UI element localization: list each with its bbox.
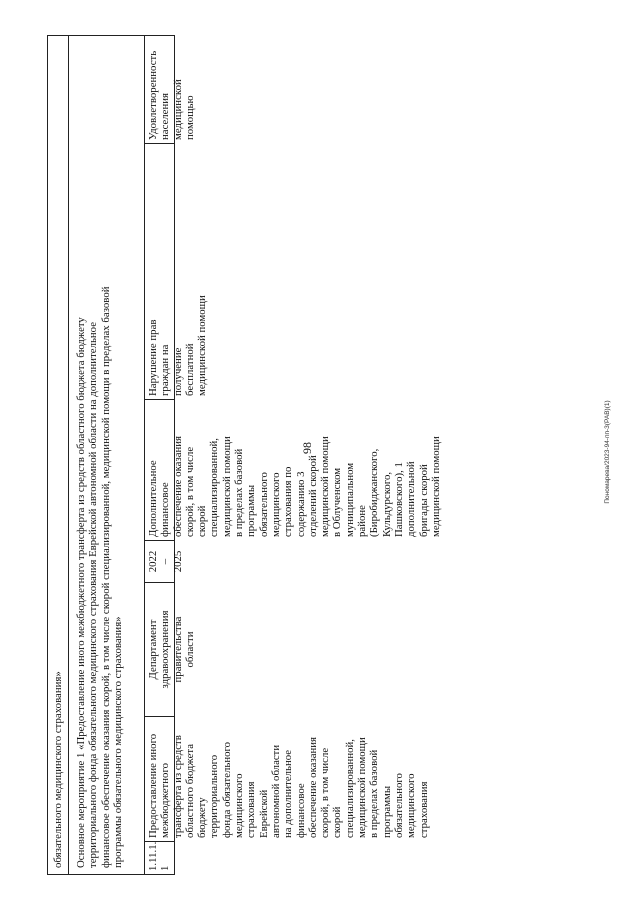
cell-line: медицинской помощи	[429, 436, 442, 537]
cell-line: Департамент	[146, 619, 159, 680]
cell-line: медицинской	[171, 79, 184, 140]
cell-line: скорой, в том числе	[318, 747, 331, 838]
main-activity-title	[69, 36, 145, 874]
cell-line: специализированной,	[343, 739, 356, 838]
cell-line: медицинской помощи	[195, 295, 208, 396]
cell-line: в пределах базовой	[232, 448, 245, 537]
cell-indicator	[145, 36, 196, 143]
cell-line: Предоставление иного	[146, 733, 159, 838]
cell-line: содержанию 3	[294, 471, 307, 537]
cell-line: помощью	[183, 95, 196, 140]
main-activity-line: финансовое обеспечение оказания скорой, в том числе скорой специализированной, медицинской помощи в пределах базовой	[99, 286, 112, 868]
cell-line: в Облученском	[330, 467, 343, 537]
cell-line: населения	[158, 93, 171, 140]
cell-line: районе	[355, 505, 368, 537]
cell-line: программы	[380, 785, 393, 838]
cell-line: здравоохранения	[158, 610, 171, 689]
cell-line: медицинской помощи	[355, 737, 368, 838]
cell-executor	[145, 582, 196, 716]
cell-line: получение	[171, 347, 184, 396]
main-activity-line: программы обязательного медицинского страхования»	[111, 616, 124, 868]
cell-line: медицинского	[232, 773, 245, 838]
cell-line: обязательного	[257, 472, 270, 537]
cell-line: 2025	[171, 550, 184, 573]
cell-line: медицинской помощи	[220, 436, 233, 537]
cell-line: –	[158, 558, 171, 565]
cell-line: муниципальном	[343, 462, 356, 537]
cell-line: Дополнительное	[146, 460, 159, 537]
cell-line: фонда обязательного	[220, 741, 233, 838]
cell-activity-name	[145, 716, 430, 841]
cell-line: финансовое	[158, 482, 171, 537]
cell-line: дополнительной	[404, 461, 417, 537]
cell-line: обеспечение оказания	[171, 435, 184, 537]
cell-line: Кульдурского,	[380, 471, 393, 537]
cell-line: страхования	[244, 781, 257, 838]
cell-line: бригады скорой	[417, 464, 430, 537]
cell-line: медицинской помощи	[318, 436, 331, 537]
cell-number	[145, 841, 174, 874]
cell-line: медицинского	[404, 773, 417, 838]
cell-line: автономной области	[269, 744, 282, 838]
cell-line: 2022	[146, 550, 159, 573]
cell-line: правительства	[171, 616, 184, 683]
cell-line: граждан на	[158, 344, 171, 396]
cell-line: страхования	[417, 781, 430, 838]
cell-line: областного бюджета	[183, 743, 196, 838]
cell-line: медицинского	[269, 472, 282, 537]
cell-line: (Биробиджанского,	[367, 448, 380, 537]
cell-line: трансферта из средств	[171, 735, 184, 838]
cell-line: Удовлетворенность	[146, 50, 159, 140]
document-id-stamp: Пономарева/2023-94-пп-3(РАВ)(1)	[604, 400, 611, 504]
cell-line: 1	[158, 865, 171, 871]
cell-line: Еврейской	[257, 789, 270, 838]
cell-line: финансовое	[294, 783, 307, 838]
cell-line: области	[183, 631, 196, 668]
cell-consequence	[145, 143, 208, 399]
cell-line: страхования по	[281, 466, 294, 537]
cell-line: обязательного	[392, 773, 405, 838]
cell-line: обеспечение оказания	[306, 736, 319, 838]
cell-line: скорой	[195, 505, 208, 537]
cell-line: в пределах базовой	[367, 749, 380, 838]
cell-line: межбюджетного	[158, 762, 171, 838]
cell-line: программы	[244, 484, 257, 537]
cell-line: Пашковского), 1	[392, 462, 405, 537]
cell-line: 1.11.1.	[146, 841, 159, 871]
main-activity-line: Основное мероприятие 1 «Предоставление иного межбюджетного трансферта из средств областного бюджета бюджету	[74, 317, 87, 868]
cell-line: на дополнительное	[281, 749, 294, 838]
cell-line: отделений скорой	[306, 455, 319, 537]
cell-line: скорой, в том числе	[183, 446, 196, 537]
cell-line: специализированной,	[207, 438, 220, 537]
cell-line: территориального	[207, 754, 220, 838]
cell-line: скорой	[330, 806, 343, 838]
page-number: 98	[300, 442, 314, 454]
section-heading: обязательного медицинского страхования»	[48, 36, 69, 874]
cell-period	[145, 540, 184, 582]
cell-line: бюджету	[195, 797, 208, 838]
main-activity-line: территориального фонда обязательного медицинского страхования Еврейской автономной области на дополнительное	[86, 321, 99, 868]
cell-line: бесплатной	[183, 343, 196, 396]
cell-line: Нарушение прав	[146, 319, 159, 396]
